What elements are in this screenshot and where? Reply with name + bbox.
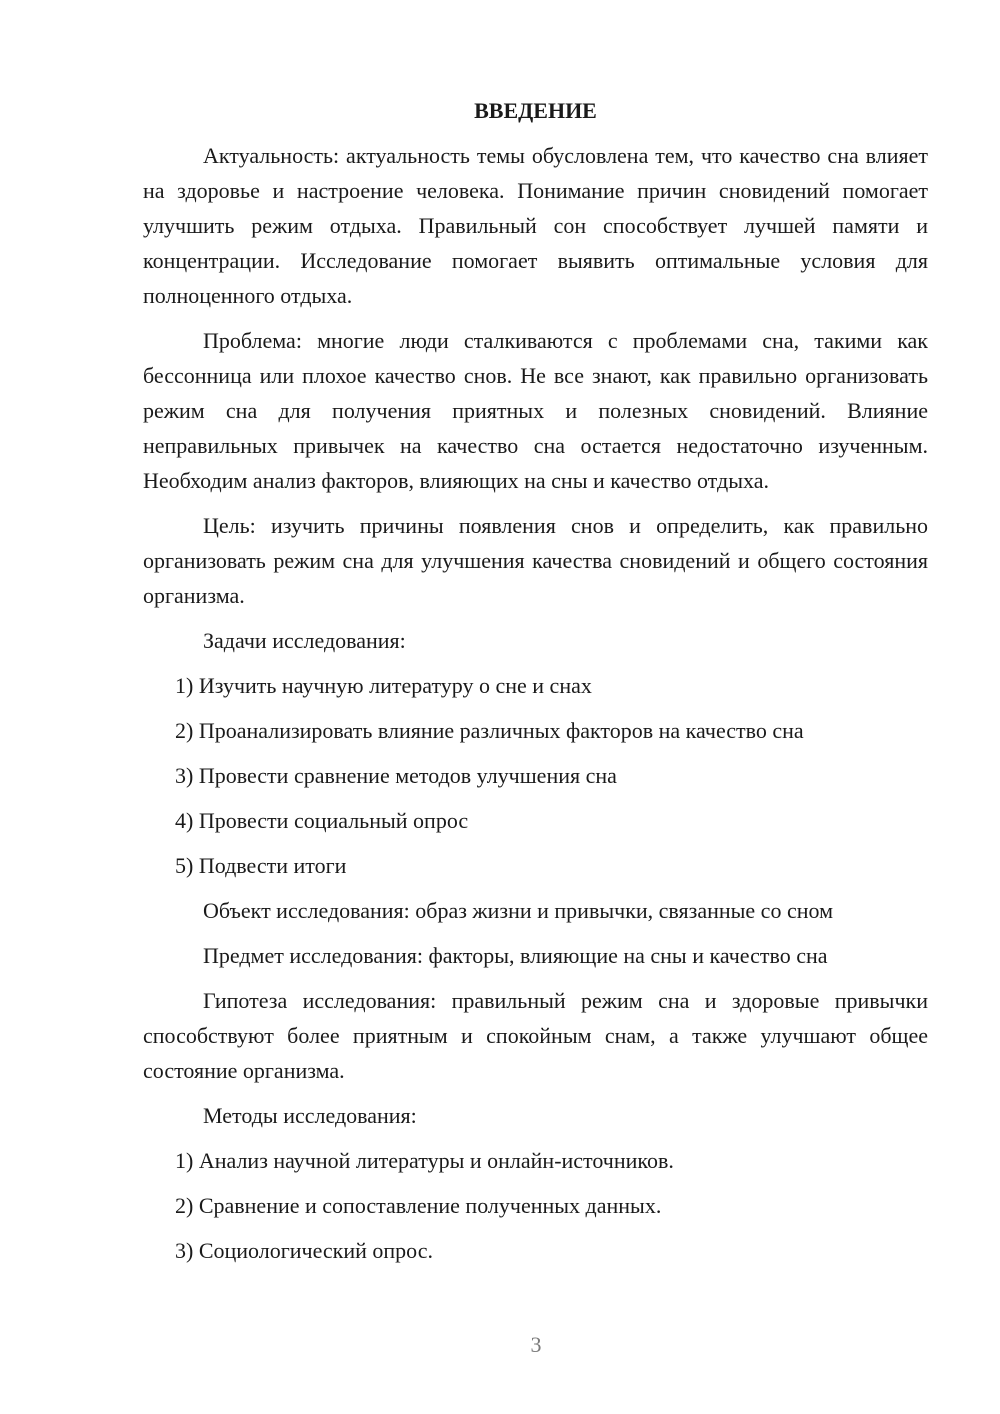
problem-paragraph: Проблема: многие люди сталкиваются с проблемами сна, такими как бессонница или плохое качество снов. Не все знают, как правильно организовать режим сна для получения приятных и полезных сновидений. Влияние неправильных привычек на качество сна остается недостаточно изученным. Необходим анализ факторов, влияющих на сны и качество отдыха. <box>143 328 928 493</box>
relevance-paragraph: Актуальность: актуальность темы обусловлена тем, что качество сна влияет на здоровье и настроение человека. Понимание причин сновидений помогает улучшить режим отдыха. Правильный сон способствует лучшей памяти и концентрации. Исследование помогает выявить оптимальные условия для полноценного отдыха. <box>143 143 928 308</box>
page-content <box>143 93 928 1278</box>
tasks-list <box>143 668 928 883</box>
tasks-heading: Задачи исследования: <box>203 628 406 653</box>
list-item: 4) Провести социальный опрос <box>175 808 469 833</box>
methods-heading: Методы исследования: <box>203 1103 417 1128</box>
list-item: 1) Изучить научную литературу о сне и снах <box>175 673 592 698</box>
list-item: 2) Проанализировать влияние различных факторов на качество сна <box>175 718 804 743</box>
list-item: 5) Подвести итоги <box>175 853 347 878</box>
list-item: 3) Провести сравнение методов улучшения сна <box>175 763 617 788</box>
list-item: 2) Сравнение и сопоставление полученных данных. <box>175 1193 662 1218</box>
subject-paragraph: Предмет исследования: факторы, влияющие на сны и качество сна <box>203 943 828 968</box>
object-paragraph: Объект исследования: образ жизни и привычки, связанные со сном <box>203 898 833 923</box>
list-item: 1) Анализ научной литературы и онлайн-источников. <box>175 1148 674 1173</box>
list-item: 3) Социологический опрос. <box>175 1238 433 1263</box>
page-number: 3 <box>530 1332 542 1357</box>
hypothesis-paragraph: Гипотеза исследования: правильный режим сна и здоровые привычки способствуют более приятным и спокойным снам, а также улучшают общее состояние организма. <box>143 988 928 1083</box>
goal-paragraph: Цель: изучить причины появления снов и определить, как правильно организовать режим сна для улучшения качества сновидений и общего состояния организма. <box>143 513 928 608</box>
methods-list <box>143 1143 928 1268</box>
section-title: ВВЕДЕНИЕ <box>474 98 597 123</box>
